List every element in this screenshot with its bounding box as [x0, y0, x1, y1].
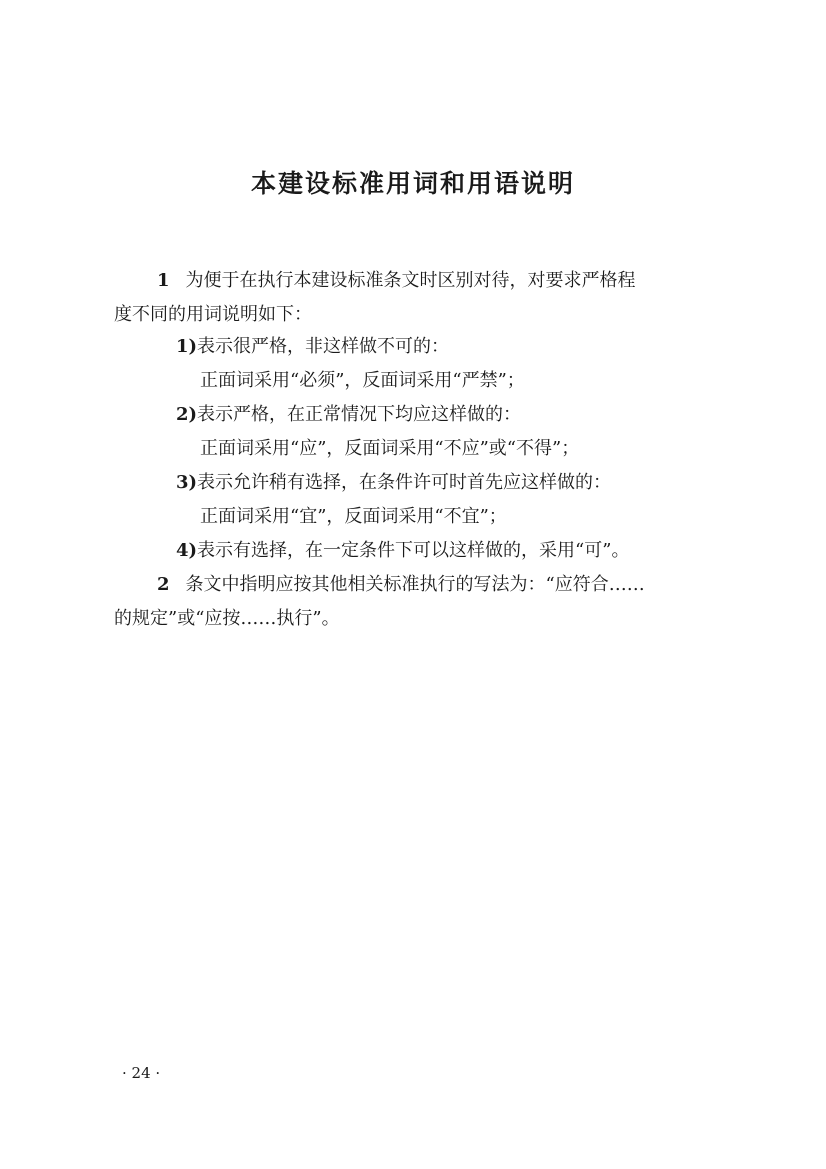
list-item-2-detail: 正面词采用“应”，反面词采用“不应”或“不得”； — [200, 438, 580, 459]
paragraph-number: 2 — [157, 574, 170, 595]
paragraph-2-line-2: 的规定”或“应按……执行”。 — [114, 608, 340, 629]
paragraph-text: 为便于在执行本建设标准条文时区别对待，对要求严格程 — [185, 270, 636, 291]
list-item-text: 表示严格，在正常情况下均应这样做的： — [197, 404, 522, 425]
paragraph-2-line-1 — [157, 568, 645, 602]
paragraph-text: 条文中指明应按其他相关标准执行的写法为：“应符合…… — [185, 574, 645, 595]
list-item-1 — [176, 330, 449, 364]
list-item-1-detail: 正面词采用“必须”，反面词采用“严禁”； — [200, 370, 525, 391]
list-item-4 — [176, 534, 629, 568]
paragraph-1-line-1 — [157, 264, 636, 298]
paragraph-1-line-2: 度不同的用词说明如下： — [114, 304, 312, 325]
paragraph-number: 1 — [157, 270, 170, 291]
list-item-text: 表示允许稍有选择，在条件许可时首先应这样做的： — [197, 472, 612, 493]
page-number: · 24 · — [122, 1064, 161, 1082]
list-item-number: 4) — [176, 540, 198, 561]
list-item-number: 1) — [176, 336, 198, 357]
list-item-2 — [176, 398, 521, 432]
page-title: 本建设标准用词和用语说明 — [250, 169, 575, 198]
list-item-number: 2) — [176, 404, 198, 425]
list-item-number: 3) — [176, 472, 198, 493]
list-item-3-detail: 正面词采用“宜”，反面词采用“不宜”； — [200, 506, 507, 527]
list-item-text: 表示有选择，在一定条件下可以这样做的，采用“可”。 — [197, 540, 630, 561]
list-item-text: 表示很严格，非这样做不可的： — [197, 336, 450, 357]
list-item-3 — [176, 466, 611, 500]
